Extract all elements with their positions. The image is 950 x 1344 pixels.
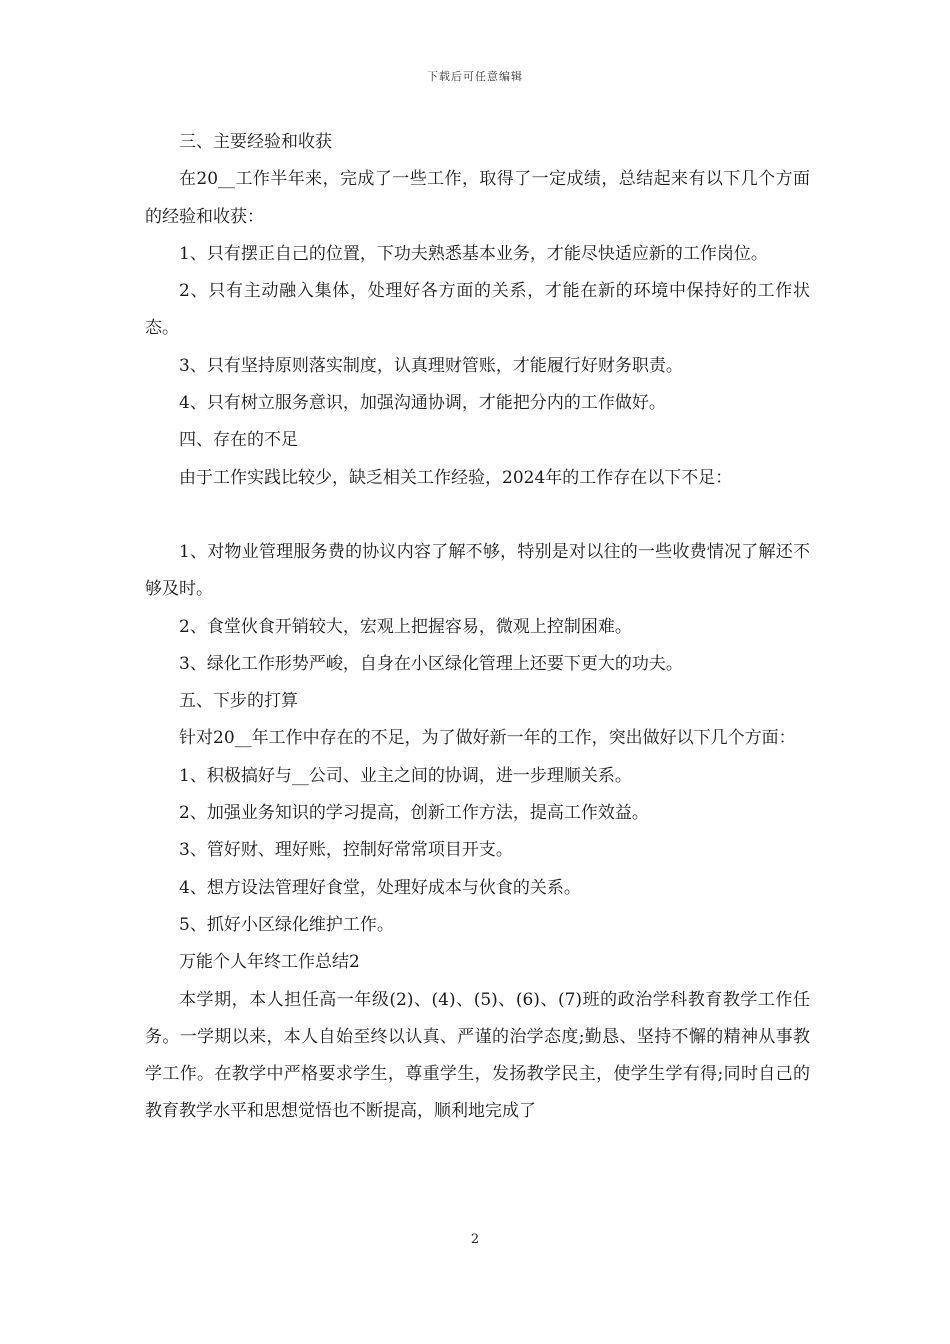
list-item: 1、积极搞好与__公司、业主之间的协调，进一步理顺关系。 bbox=[179, 765, 632, 786]
list-item: 4、只有树立服务意识，加强沟通协调，才能把分内的工作做好。 bbox=[179, 393, 666, 414]
section-heading-3: 三、主要经验和收获 bbox=[179, 132, 332, 152]
paragraph: 针对20__年工作中存在的不足，为了做好新一年的工作，突出做好以下几个方面： bbox=[179, 728, 796, 749]
document-subtitle: 万能个人年终工作总结2 bbox=[179, 952, 360, 973]
page-number: 2 bbox=[470, 1232, 480, 1247]
page-header: 下载后可任意编辑 bbox=[427, 70, 523, 83]
section-heading-4: 四、存在的不足 bbox=[179, 430, 298, 451]
list-item: 3、管好财、理好账，控制好常常项目开支。 bbox=[179, 840, 513, 861]
list-item: 4、想方设法管理好食堂，处理好成本与伙食的关系。 bbox=[179, 877, 581, 898]
section-heading-5: 五、下步的打算 bbox=[179, 691, 298, 712]
list-item: 2、加强业务知识的学习提高，创新工作方法，提高工作效益。 bbox=[179, 803, 649, 824]
list-item: 2、只有主动融入集体，处理好各方面的关系，才能在新的环境中保持好的工作状态。 bbox=[145, 281, 810, 339]
list-item: 3、只有坚持原则落实制度，认真理财管账，才能履行好财务职责。 bbox=[179, 355, 683, 376]
paragraph: 本学期，本人担任高一年级(2)、(4)、(5)、(6)、(7)班的政治学科教育教学工作任务。一学期以来，本人自始至终以认真、严谨的治学态度;勤恳、坚持不懈的精神从事教学工作。在教学中严格要求学生，尊重学生，发扬教学民主，使学生学有得;同时自己的教育教学水平和思想觉悟也不断提高，顺利地完成了 bbox=[145, 989, 810, 1122]
list-item: 5、抓好小区绿化维护工作。 bbox=[179, 914, 394, 935]
document-body bbox=[145, 124, 810, 1131]
list-item: 1、只有摆正自己的位置，下功夫熟悉基本业务，才能尽快适应新的工作岗位。 bbox=[179, 243, 768, 264]
paragraph: 由于工作实践比较少，缺乏相关工作经验，2024年的工作存在以下不足： bbox=[179, 467, 733, 488]
list-item: 3、绿化工作形势严峻，自身在小区绿化管理上还要下更大的功夫。 bbox=[179, 653, 683, 674]
list-item: 2、食堂伙食开销较大，宏观上把握容易，微观上控制困难。 bbox=[179, 616, 632, 637]
list-item: 1、对物业管理服务费的协议内容了解不够，特别是对以往的一些收费情况了解还不够及时。 bbox=[145, 541, 810, 600]
paragraph: 在20__工作半年来，完成了一些工作，取得了一定成绩，总结起来有以下几个方面的经验和收获： bbox=[145, 169, 810, 227]
